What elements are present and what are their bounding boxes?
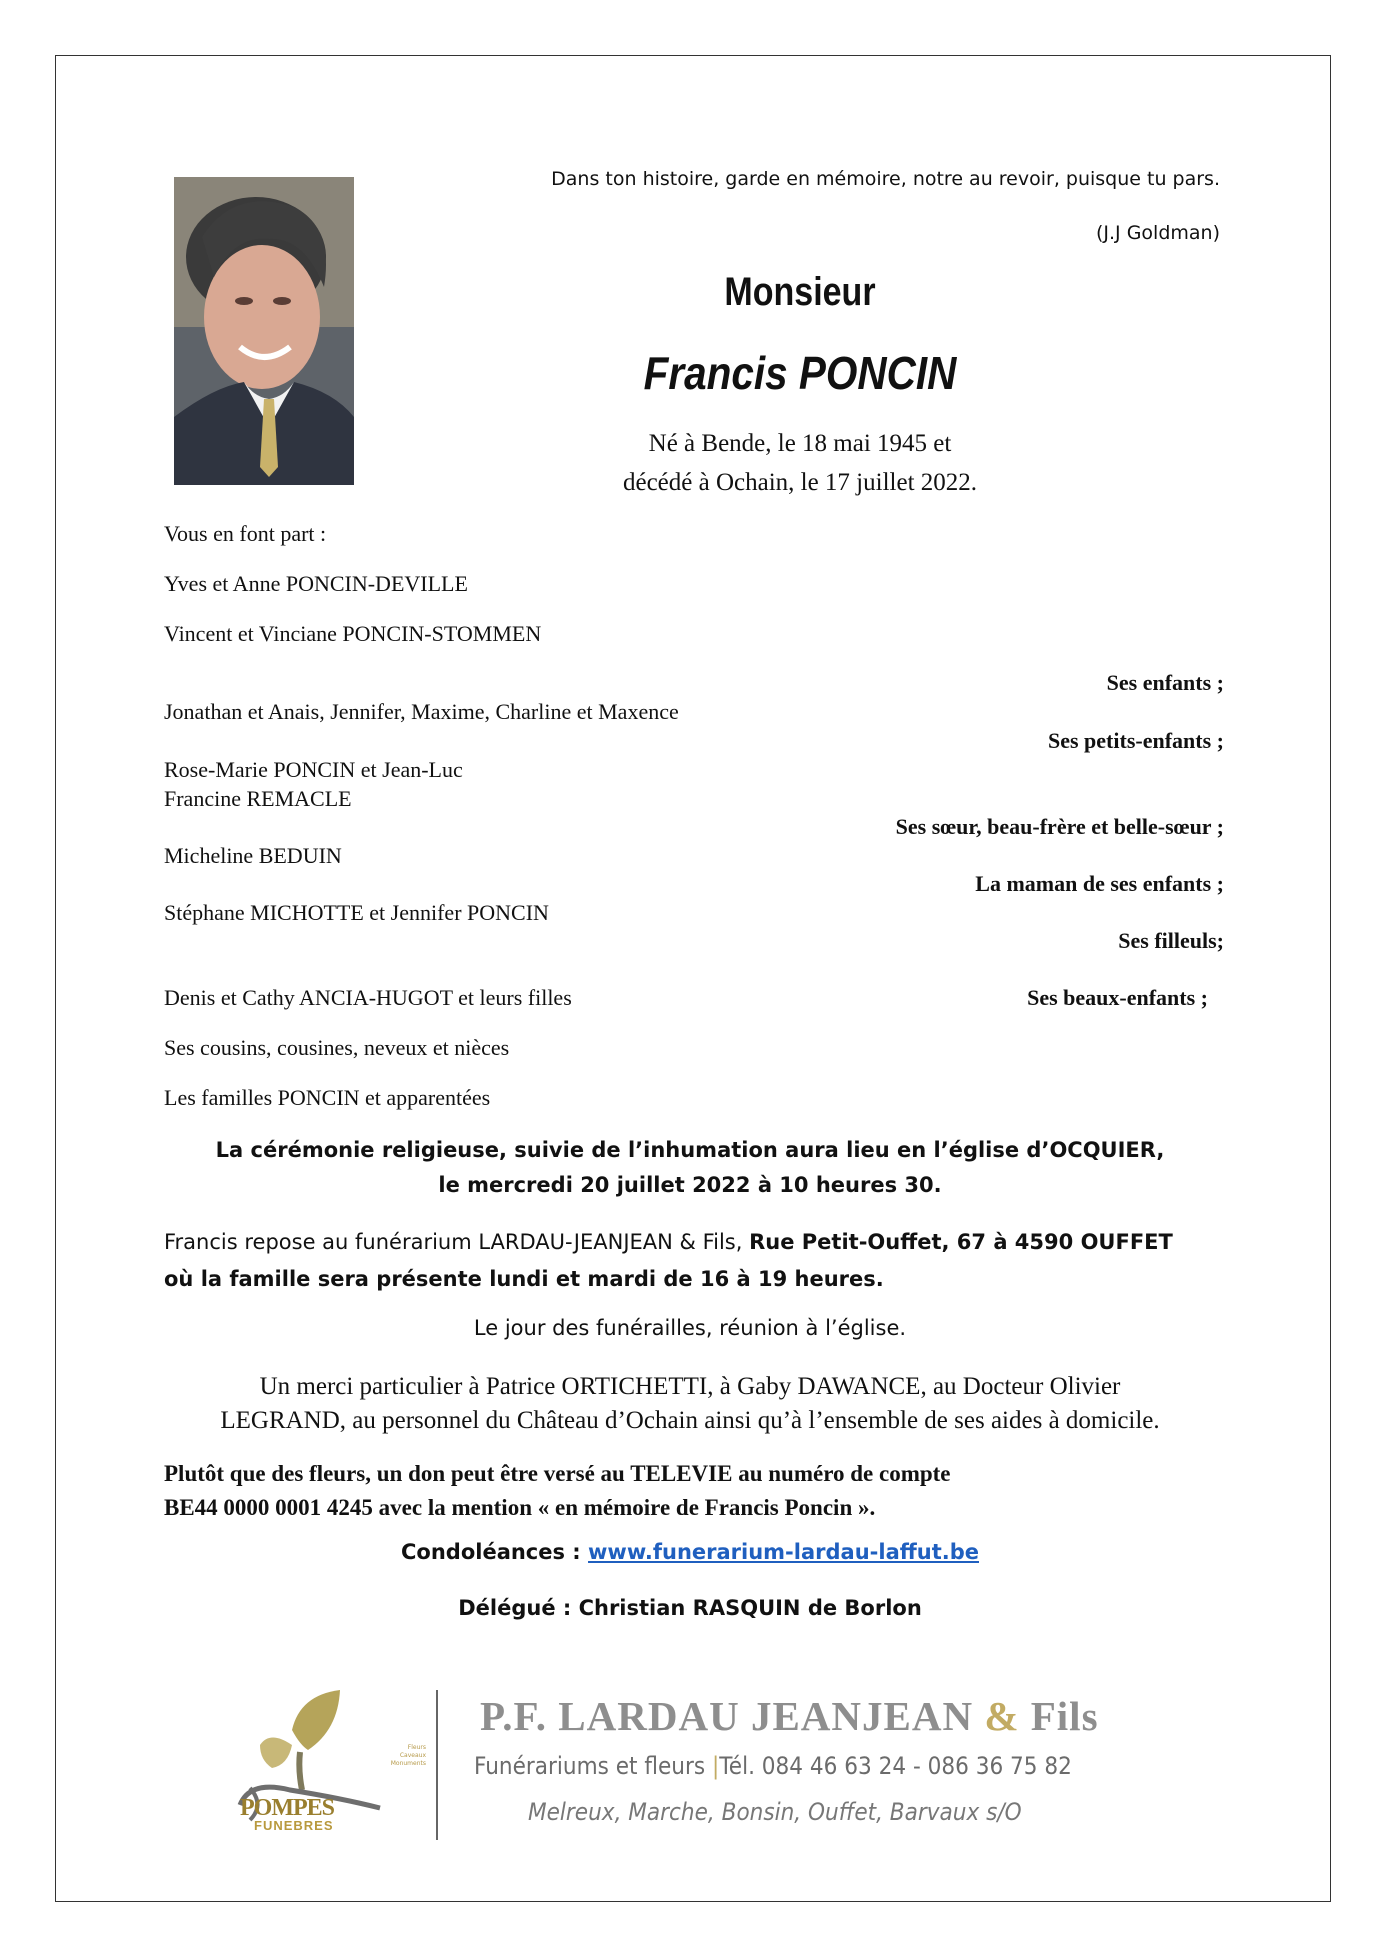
family-godchildren: Stéphane MICHOTTE et Jennifer PONCIN bbox=[164, 900, 549, 925]
repose-text: Francis repose au funérarium LARDAU-JEANJEAN & Fils, bbox=[164, 1230, 750, 1254]
family-siblings-2: Francine REMACLE bbox=[164, 786, 352, 811]
condolences-label: Condoléances : bbox=[401, 1540, 589, 1564]
donation-line-2: BE44 0000 0001 4245 avec la mention « en mémoire de Francis Poncin ». bbox=[164, 1495, 876, 1520]
family-cousins: Ses cousins, cousines, neveux et nièces bbox=[164, 1035, 510, 1060]
ceremony-line-2: le mercredi 20 juillet 2022 à 10 heures 30. bbox=[438, 1173, 942, 1197]
family-mother: Micheline BEDUIN bbox=[164, 843, 342, 868]
birth-death-info bbox=[450, 424, 1150, 502]
company-contact bbox=[474, 1752, 1072, 1780]
footer-logo-block bbox=[230, 1690, 1230, 1860]
condolences-line bbox=[160, 1540, 1220, 1564]
company-phones: Tél. 084 46 63 24 - 086 36 75 82 bbox=[719, 1752, 1072, 1780]
condolences-link[interactable]: www.funerarium-lardau-laffut.be bbox=[588, 1540, 979, 1564]
relation-mother: La maman de ses enfants ; bbox=[975, 871, 1224, 896]
birth-line: Né à Bende, le 18 mai 1945 et bbox=[648, 430, 952, 457]
death-line: décédé à Ochain, le 17 juillet 2022. bbox=[622, 469, 978, 496]
footer-divider bbox=[436, 1690, 438, 1840]
family-stepchildren: Denis et Cathy ANCIA-HUGOT et leurs filles bbox=[164, 985, 572, 1010]
relation-grandchildren: Ses petits-enfants ; bbox=[1048, 728, 1224, 753]
company-name-main: P.F. LARDAU JEANJEAN bbox=[480, 1693, 985, 1739]
logo-service-flowers: Fleurs bbox=[407, 1744, 426, 1751]
honorific-title: Monsieur bbox=[724, 270, 876, 314]
quote-attribution: (J.J Goldman) bbox=[1096, 222, 1220, 244]
logo-services-text bbox=[356, 1744, 426, 1768]
relation-stepchildren: Ses beaux-enfants ; bbox=[1027, 985, 1208, 1010]
family-grandchildren: Jonathan et Anais, Jennifer, Maxime, Charline et Maxence bbox=[164, 699, 679, 724]
ceremony-info bbox=[160, 1133, 1220, 1203]
logo-service-vaults: Caveaux bbox=[399, 1752, 426, 1759]
ceremony-line-1: La cérémonie religieuse, suivie de l’inhumation aura lieu en l’église d’OCQUIER, bbox=[215, 1138, 1165, 1162]
delegate-line: Délégué : Christian RASQUIN de Borlon bbox=[458, 1596, 922, 1620]
contact-separator: | bbox=[711, 1752, 720, 1780]
donation-line-1: Plutôt que des fleurs, un don peut être versé au TELEVIE au numéro de compte bbox=[164, 1461, 951, 1486]
company-name bbox=[480, 1692, 1099, 1740]
repose-info bbox=[164, 1224, 1224, 1298]
company-name-suffix: Fils bbox=[1019, 1693, 1099, 1739]
quote-text: Dans ton histoire, garde en mémoire, notre au revoir, puisque tu pars. bbox=[551, 168, 1220, 190]
thanks-text bbox=[160, 1370, 1220, 1438]
repose-address: Rue Petit-Ouffet, 67 à 4590 OUFFET bbox=[749, 1230, 1173, 1254]
logo-service-monuments: Monuments bbox=[390, 1760, 426, 1767]
repose-hours: où la famille sera présente lundi et mardi de 16 à 19 heures. bbox=[164, 1267, 884, 1291]
logo-word-pompes: POMPES bbox=[240, 1795, 334, 1821]
portrait-image bbox=[174, 177, 354, 485]
thanks-line-2: LEGRAND, au personnel du Château d’Ochain ainsi qu’à l’ensemble de ses aides à domicile. bbox=[220, 1407, 1160, 1434]
thanks-line-1: Un merci particulier à Patrice ORTICHETTI, à Gaby DAWANCE, au Docteur Olivier bbox=[259, 1373, 1121, 1400]
donation-text bbox=[164, 1457, 1224, 1525]
logo-word-funebres: FUNEBRES bbox=[254, 1818, 334, 1833]
deceased-name: Francis PONCIN bbox=[643, 347, 957, 399]
relation-siblings: Ses sœur, beau-frère et belle-sœur ; bbox=[895, 814, 1224, 839]
company-locations: Melreux, Marche, Bonsin, Ouffet, Barvaux s/O bbox=[528, 1798, 1022, 1826]
family-siblings-1: Rose-Marie PONCIN et Jean-Luc bbox=[164, 757, 463, 782]
family-children-1: Yves et Anne PONCIN-DEVILLE bbox=[164, 571, 468, 596]
company-services: Funérariums et fleurs bbox=[474, 1752, 712, 1780]
relation-godchildren: Ses filleuls; bbox=[1118, 928, 1224, 953]
company-ampersand: & bbox=[984, 1693, 1020, 1739]
family-intro: Vous en font part : bbox=[164, 521, 327, 546]
family-children-2: Vincent et Vinciane PONCIN-STOMMEN bbox=[164, 621, 542, 646]
portrait-photo bbox=[174, 177, 354, 485]
family-relatives: Les familles PONCIN et apparentées bbox=[164, 1085, 491, 1110]
funeral-day-info: Le jour des funérailles, réunion à l’église. bbox=[473, 1316, 907, 1340]
relation-children: Ses enfants ; bbox=[1106, 670, 1224, 695]
